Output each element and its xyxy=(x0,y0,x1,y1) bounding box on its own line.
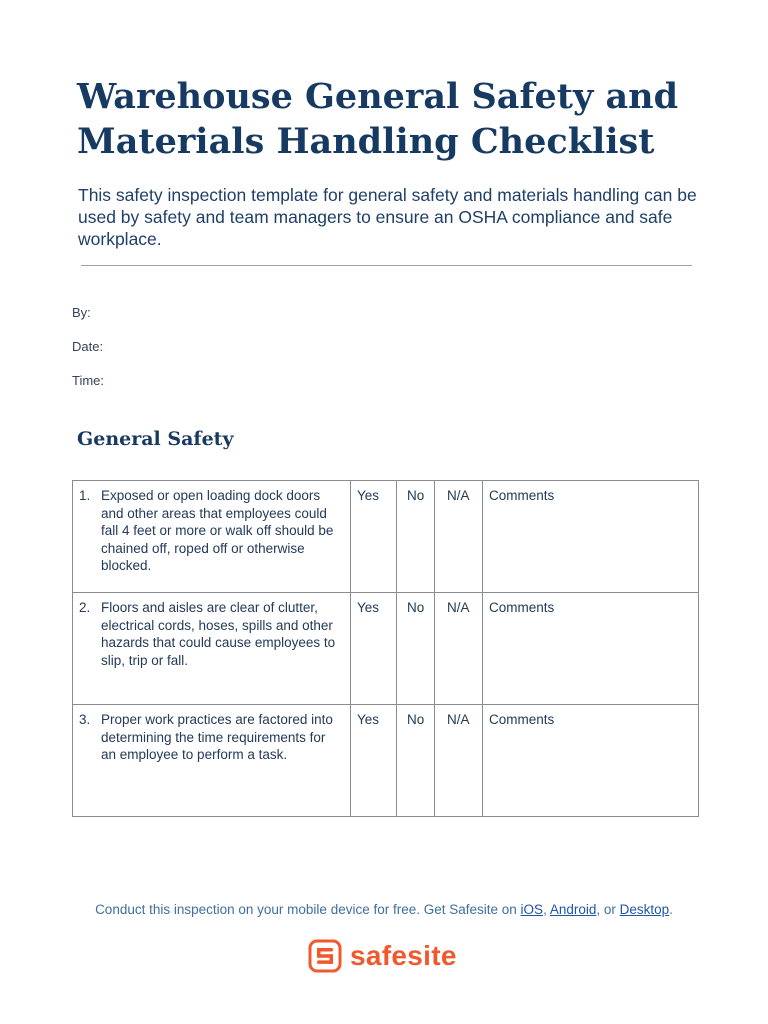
yes-option[interactable]: Yes xyxy=(351,705,397,817)
item-number: 1. xyxy=(79,488,91,503)
item-text: Proper work practices are factored into determining the time requirements for an employee to perform a task. xyxy=(101,712,333,762)
android-link[interactable]: Android xyxy=(549,902,597,917)
checklist-table xyxy=(72,480,699,817)
no-option[interactable]: No xyxy=(397,481,435,593)
date-label: Date: xyxy=(72,339,104,354)
checklist-row xyxy=(73,481,699,593)
divider xyxy=(81,265,692,266)
time-label: Time: xyxy=(72,373,105,388)
safesite-logo xyxy=(308,938,457,974)
footer-prefix: Conduct this inspection on your mobile device for free. Get Safesite on xyxy=(95,902,521,917)
footer-sep-2: , or xyxy=(596,902,620,917)
section-title: General Safety xyxy=(77,428,234,450)
item-number: 2. xyxy=(79,600,91,615)
safesite-logo-icon xyxy=(308,939,342,973)
footer-sep-1: , xyxy=(543,902,550,917)
brand-name: safesite xyxy=(350,940,457,971)
title-line-1: Warehouse General Safety and xyxy=(77,76,679,117)
footer-suffix: . xyxy=(669,902,673,917)
item-number: 3. xyxy=(79,712,91,727)
by-label: By: xyxy=(72,305,91,320)
no-option[interactable]: No xyxy=(397,705,435,817)
title-line-2: Materials Handling Checklist xyxy=(77,121,655,162)
na-option[interactable]: N/A xyxy=(435,705,483,817)
yes-option[interactable]: Yes xyxy=(351,481,397,593)
comments-field[interactable]: Comments xyxy=(483,593,699,705)
ios-link[interactable]: iOS xyxy=(520,902,544,917)
comments-field[interactable]: Comments xyxy=(483,705,699,817)
item-cell xyxy=(73,593,351,705)
item-cell xyxy=(73,481,351,593)
no-option[interactable]: No xyxy=(397,593,435,705)
na-option[interactable]: N/A xyxy=(435,593,483,705)
item-cell xyxy=(73,705,351,817)
comments-field[interactable]: Comments xyxy=(483,481,699,593)
na-option[interactable]: N/A xyxy=(435,481,483,593)
intro-paragraph: This safety inspection template for general safety and materials handling can be used by safety and team managers to ensure an OSHA compliance and safe workplace. xyxy=(78,185,697,249)
yes-option[interactable]: Yes xyxy=(351,593,397,705)
footer-promo xyxy=(0,902,768,917)
checklist-row xyxy=(73,593,699,705)
document-title xyxy=(77,74,717,164)
desktop-link[interactable]: Desktop xyxy=(619,902,670,917)
item-text: Floors and aisles are clear of clutter, electrical cords, hoses, spills and other hazards that could cause employees to slip, trip or fall. xyxy=(101,600,336,668)
item-text: Exposed or open loading dock doors and other areas that employees could fall 4 feet or more or walk off should be chained off, roped off or otherwise blocked. xyxy=(101,488,334,573)
checklist-row xyxy=(73,705,699,817)
